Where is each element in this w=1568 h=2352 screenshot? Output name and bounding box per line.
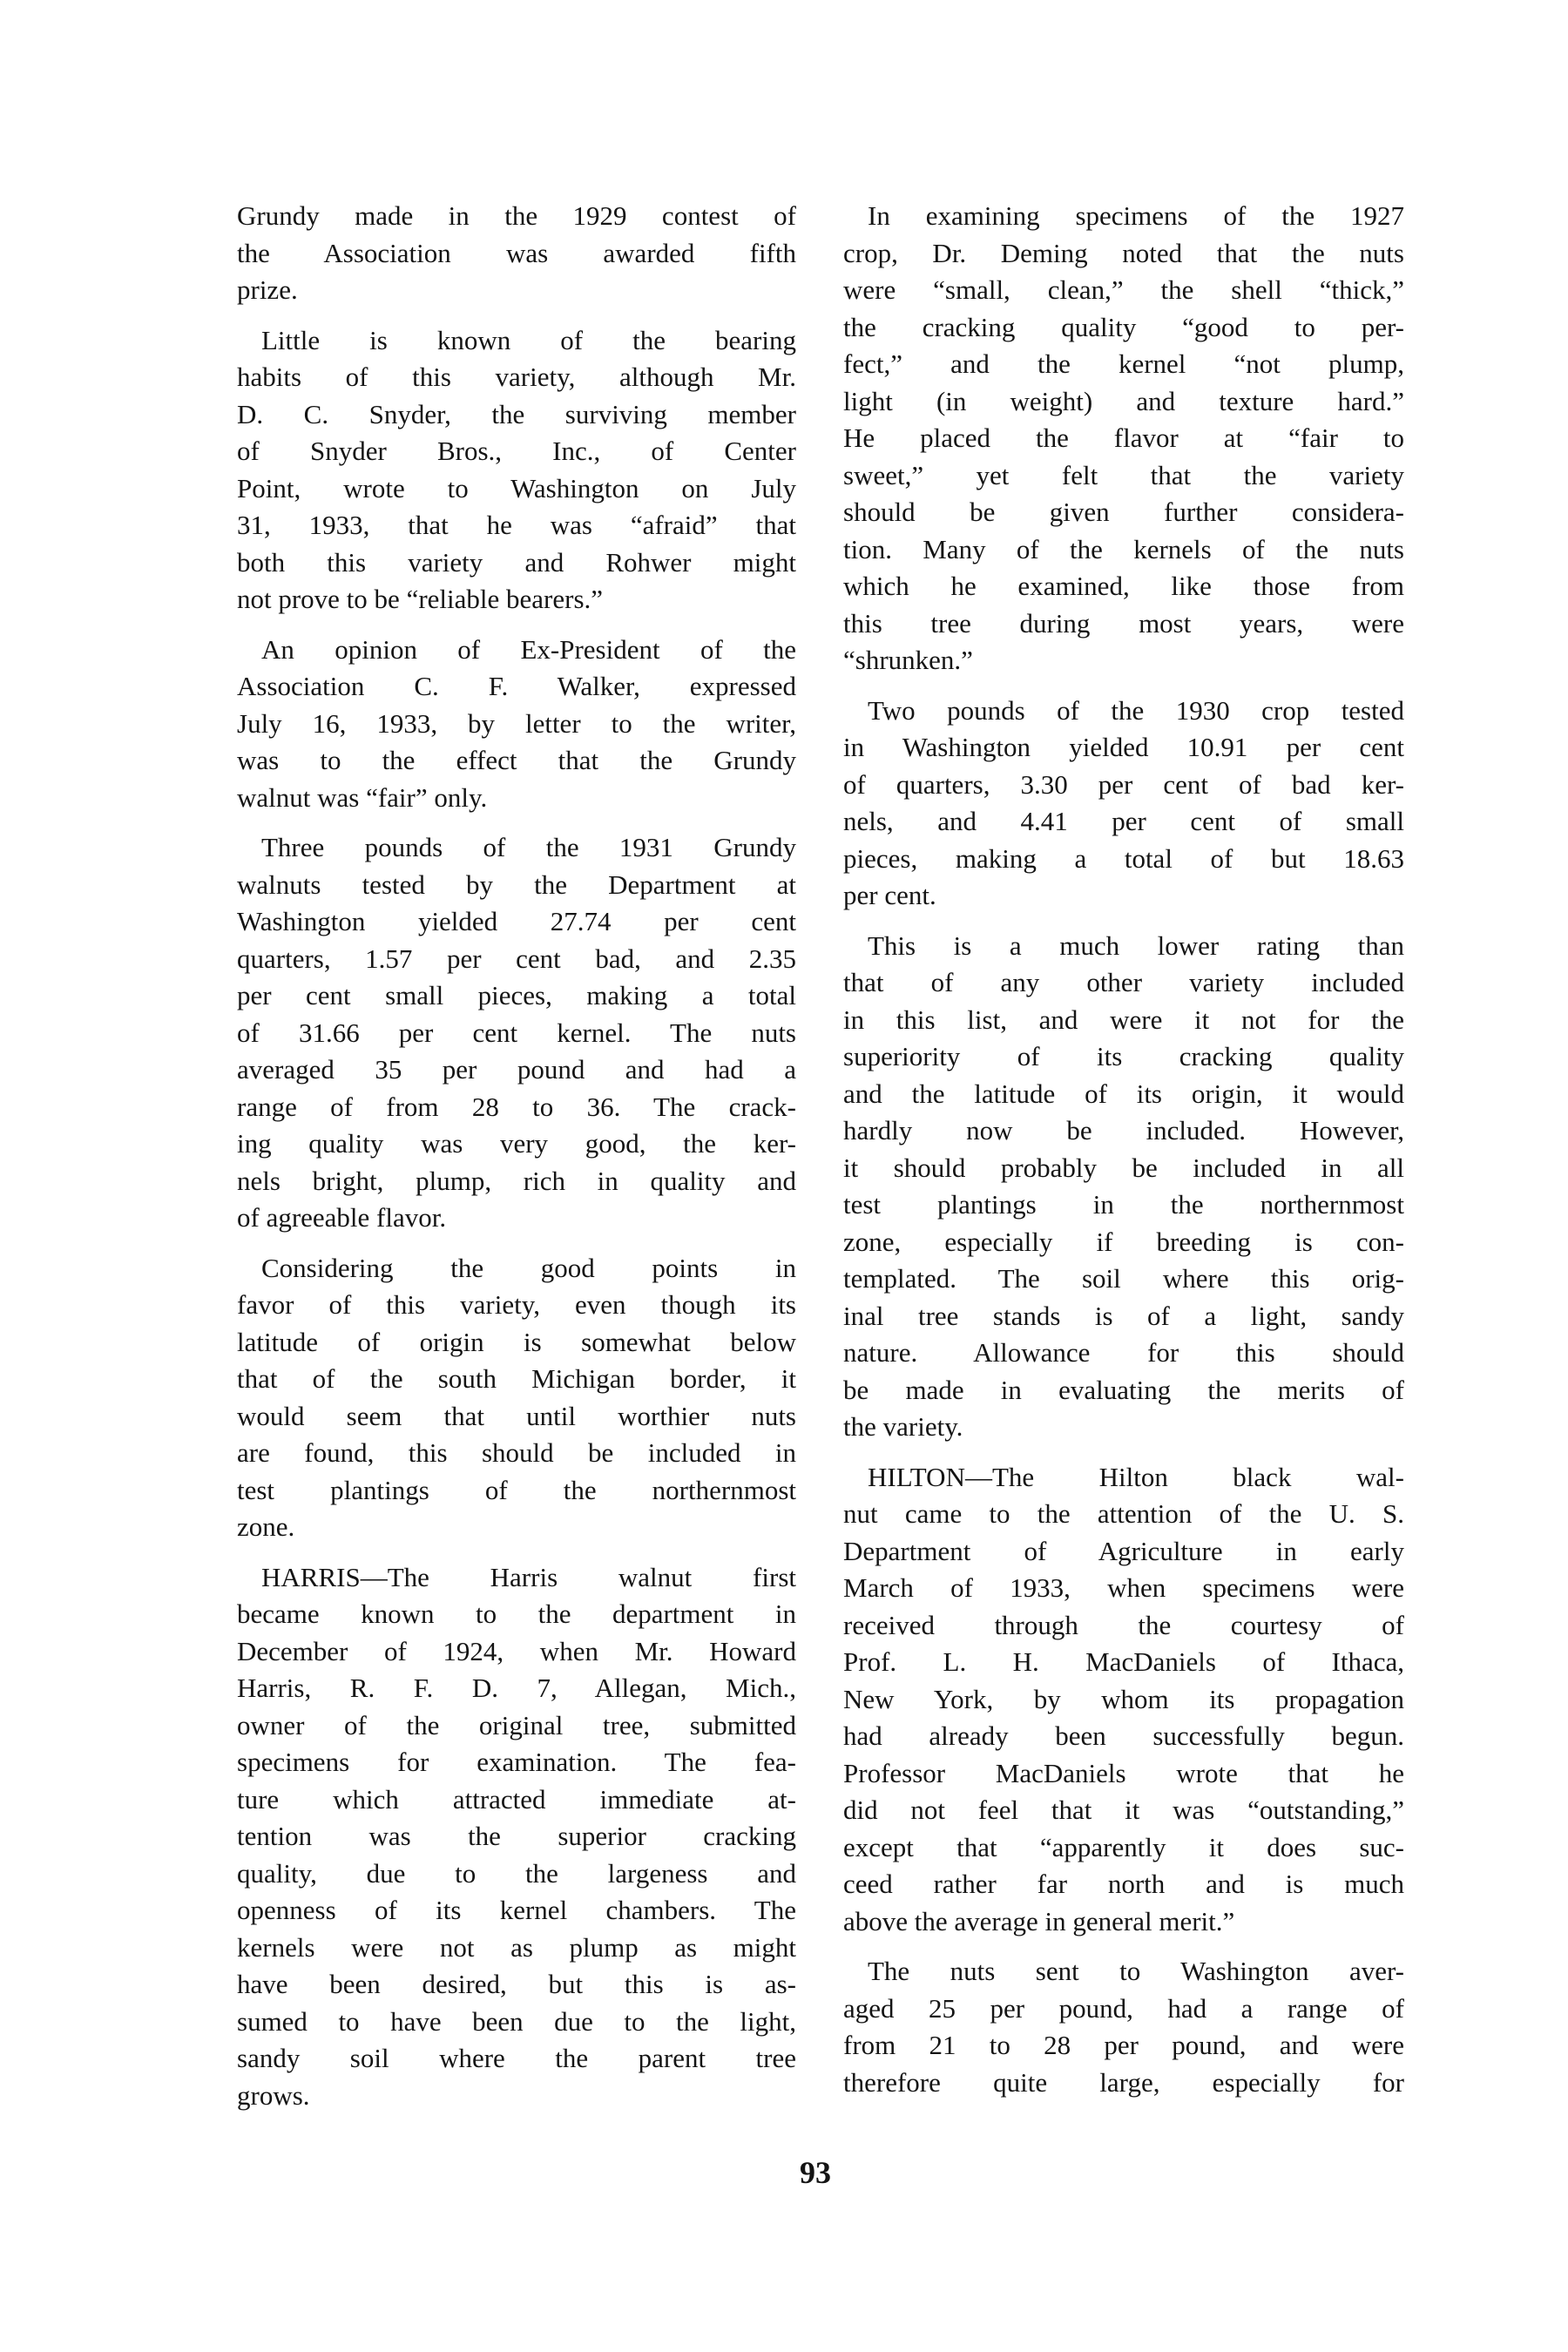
text-line: have been desired, but this is as-	[237, 1969, 796, 1999]
text-line: March of 1933, when specimens were	[843, 1572, 1404, 1603]
text-line: zone, especially if breeding is con-	[843, 1226, 1404, 1257]
text-line: walnut was “fair” only.	[237, 781, 488, 813]
text-line: New York, by whom its propagation	[843, 1683, 1404, 1714]
text-line: the cracking quality “good to per-	[843, 311, 1404, 342]
text-line: that of any other variety included	[843, 967, 1404, 997]
text-line: An opinion of Ex-President of the	[261, 633, 796, 665]
text-line: latitude of origin is somewhat below	[237, 1326, 796, 1357]
text-line: averaged 35 per pound and had a	[237, 1054, 796, 1085]
text-line: HILTON—The Hilton black wal-	[868, 1461, 1404, 1492]
text-line: In examining specimens of the 1927	[868, 200, 1404, 231]
text-line: became known to the department in	[237, 1598, 796, 1629]
text-line: HARRIS—The Harris walnut first	[261, 1561, 796, 1592]
text-line: templated. The soil where this orig-	[843, 1263, 1404, 1294]
text-line: hardly now be included. However,	[843, 1115, 1404, 1146]
text-line: Considering the good points in	[261, 1252, 796, 1283]
paragraph	[237, 829, 796, 1237]
text-line: kernels were not as plump as might	[237, 1931, 796, 1963]
text-line: light (in weight) and texture hard.”	[843, 385, 1404, 416]
text-line: “shrunken.”	[843, 645, 973, 675]
text-line: Harris, R. F. D. 7, Allegan, Mich.,	[237, 1673, 796, 1703]
text-line: received through the courtesy of	[843, 1609, 1404, 1640]
text-line: Professor MacDaniels wrote that he	[843, 1757, 1404, 1788]
paragraph	[843, 198, 1404, 679]
text-line: The nuts sent to Washington aver-	[868, 1956, 1404, 1986]
text-line: per cent small pieces, making a total	[237, 980, 796, 1010]
text-line: grows.	[237, 2079, 310, 2111]
text-line: had already been successfully begun.	[843, 1720, 1404, 1751]
text-line: this tree during most years, were	[843, 607, 1404, 639]
text-line: were “small, clean,” the shell “thick,”	[843, 274, 1404, 305]
text-line: quality, due to the largeness and	[237, 1857, 796, 1889]
text-line: superiority of its cracking quality	[843, 1041, 1404, 1071]
page-number: 93	[800, 2155, 831, 2190]
text-line: inal tree stands is of a light, sandy	[843, 1300, 1404, 1331]
paragraph	[843, 1953, 1404, 2101]
text-line: are found, this should be included in	[237, 1437, 796, 1468]
paragraph	[843, 693, 1404, 915]
text-line: which he examined, like those from	[843, 571, 1404, 601]
text-line: aged 25 per pound, had a range of	[843, 1992, 1404, 2024]
text-line: He placed the flavor at “fair to	[843, 422, 1404, 453]
text-line: per cent.	[843, 880, 936, 910]
text-line: Department of Agriculture in early	[843, 1535, 1404, 1566]
text-line: nels, and 4.41 per cent of small	[843, 806, 1404, 836]
text-line: sumed to have been due to the light,	[237, 2005, 796, 2037]
text-line: Grundy made in the 1929 contest of	[237, 200, 796, 231]
text-line: of Snyder Bros., Inc., of Center	[237, 436, 796, 466]
text-line: quarters, 1.57 per cent bad, and 2.35	[237, 943, 796, 974]
text-line: test plantings in the northernmost	[843, 1189, 1404, 1220]
text-line: ceed rather far north and is much	[843, 1869, 1404, 1899]
text-line: that of the south Michigan border, it	[237, 1363, 796, 1394]
text-line: both this variety and Rohwer might	[237, 546, 796, 578]
text-line: tion. Many of the kernels of the nuts	[843, 533, 1404, 564]
text-line: openness of its kernel chambers. The	[237, 1895, 796, 1925]
text-line: range of from 28 to 36. The crack-	[237, 1091, 796, 1122]
text-line: nut came to the attention of the U. S.	[843, 1498, 1404, 1529]
text-line: it should probably be included in all	[843, 1152, 1404, 1183]
text-line: zone.	[237, 1511, 295, 1542]
text-line: not prove to be “reliable bearers.”	[237, 584, 604, 614]
text-line: specimens for examination. The fea-	[237, 1747, 796, 1777]
text-line: was to the effect that the Grundy	[237, 745, 796, 775]
text-line: habits of this variety, although Mr.	[237, 362, 796, 392]
text-line: This is a much lower rating than	[868, 929, 1404, 961]
text-line: of agreeable flavor.	[237, 1202, 447, 1233]
text-line: except that “apparently it does suc-	[843, 1831, 1404, 1862]
text-line: Washington yielded 27.74 per cent	[237, 906, 796, 936]
text-line: and the latitude of its origin, it would	[843, 1078, 1404, 1109]
text-line: July 16, 1933, by letter to the writer,	[237, 707, 796, 739]
text-line: fect,” and the kernel “not plump,	[843, 348, 1404, 379]
text-line: ing quality was very good, the ker-	[237, 1128, 796, 1159]
text-line: above the average in general merit.”	[843, 1905, 1235, 1936]
text-line: of 31.66 per cent kernel. The nuts	[237, 1017, 796, 1048]
right-text-column	[843, 198, 1404, 2114]
left-text-column	[237, 198, 796, 2127]
text-line: did not feel that it was “outstanding,”	[843, 1794, 1404, 1825]
text-line: D. C. Snyder, the surviving member	[237, 398, 796, 429]
text-line: prize.	[237, 274, 298, 305]
text-line: test plantings of the northernmost	[237, 1474, 796, 1505]
paragraph	[237, 322, 796, 618]
text-line: Two pounds of the 1930 crop tested	[868, 694, 1404, 726]
text-line: sandy soil where the parent tree	[237, 2043, 796, 2073]
text-line: 31, 1933, that he was “afraid” that	[237, 510, 796, 540]
text-line: tention was the superior cracking	[237, 1821, 796, 1851]
text-line: Three pounds of the 1931 Grundy	[261, 832, 796, 862]
text-line: should be given further considera-	[843, 497, 1404, 527]
text-line: Association C. F. Walker, expressed	[237, 671, 796, 701]
text-line: Little is known of the bearing	[261, 324, 796, 355]
text-line: walnuts tested by the Department at	[237, 868, 796, 900]
text-line: in this list, and were it not for the	[843, 1004, 1404, 1035]
text-line: nature. Allowance for this should	[843, 1337, 1404, 1368]
text-line: sweet,” yet felt that the variety	[843, 459, 1404, 490]
paragraph	[843, 1459, 1404, 1941]
text-line: pieces, making a total of but 18.63	[843, 842, 1404, 874]
text-line: the variety.	[843, 1411, 963, 1442]
text-line: Prof. L. H. MacDaniels of Ithaca,	[843, 1646, 1404, 1677]
text-line: in Washington yielded 10.91 per cent	[843, 732, 1404, 762]
text-line: owner of the original tree, submitted	[237, 1709, 796, 1740]
paragraph	[237, 1559, 796, 2115]
text-line: favor of this variety, even though its	[237, 1289, 796, 1320]
paragraph	[237, 632, 796, 817]
text-line: ture which attracted immediate at-	[237, 1783, 796, 1815]
paragraph	[237, 1250, 796, 1546]
paragraph	[237, 198, 796, 309]
text-line: the Association was awarded fifth	[237, 237, 796, 268]
text-line: therefore quite large, especially for	[843, 2066, 1404, 2098]
paragraph	[843, 928, 1404, 1446]
text-line: be made in evaluating the merits of	[843, 1374, 1404, 1405]
text-line: Point, wrote to Washington on July	[237, 472, 796, 504]
text-line: of quarters, 3.30 per cent of bad ker-	[843, 768, 1404, 800]
text-line: December of 1924, when Mr. Howard	[237, 1635, 796, 1666]
text-line: nels bright, plump, rich in quality and	[237, 1165, 796, 1196]
text-line: from 21 to 28 per pound, and were	[843, 2030, 1404, 2060]
text-line: crop, Dr. Deming noted that the nuts	[843, 237, 1404, 268]
text-line: would seem that until worthier nuts	[237, 1400, 796, 1431]
